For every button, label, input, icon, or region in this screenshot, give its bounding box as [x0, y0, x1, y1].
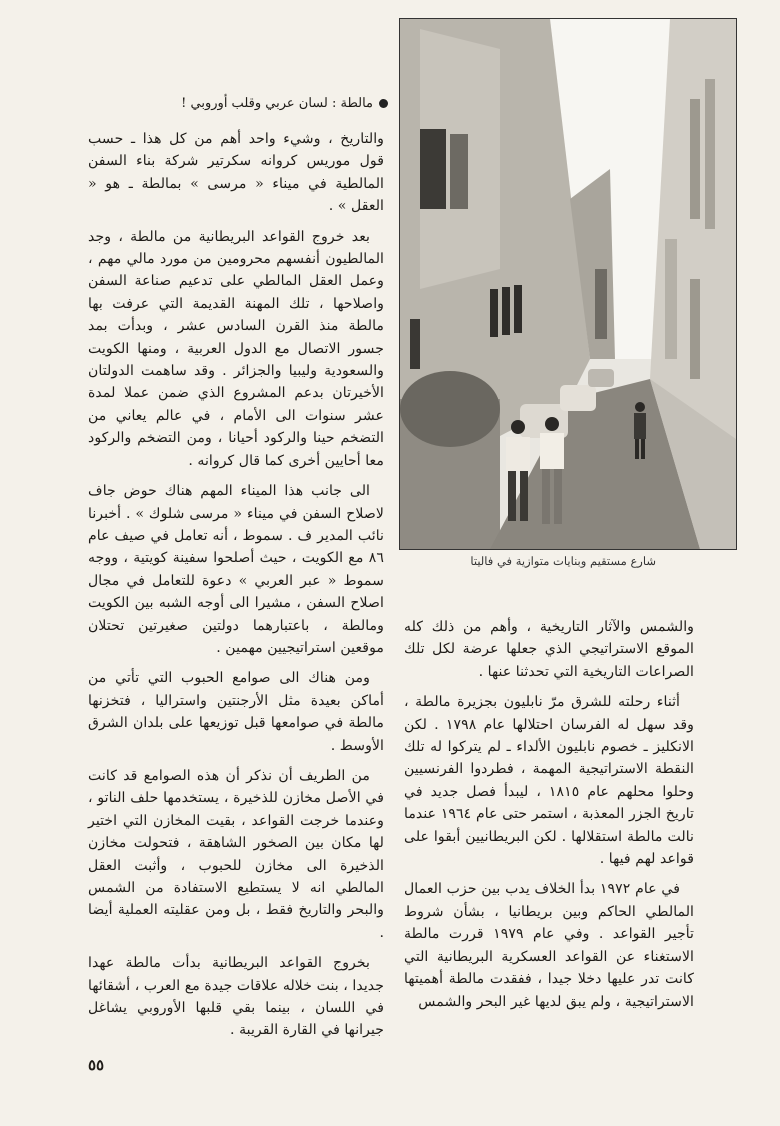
paragraph: من الطريف أن نذكر أن هذه الصوامع قد كانت في الأصل مخازن للذخيرة ، يستخدمها حلف الناتو ، وعندما خرجت القواعد ، بقيت المخازن التي اختير لها مكان بين الصخور الشاهقة ، فتحولت مخازن الذخيرة الى مخازن للحبوب ، وأثبت العقل المالطي انه لا يستطيع الاستفادة من الشمس والبحر والتاريخ فقط ، بل ومن عقليته العملية أيضا . — [88, 767, 384, 941]
paragraph: والشمس والآثار التاريخية ، وأهم من ذلك كله الموقع الاستراتيجي الذي جعلها عرضة لكل تلك الصراعات التاريخية التي تحدثنا عنها . — [404, 619, 694, 680]
paragraph: الى جانب هذا الميناء المهم هناك حوض جاف لاصلاح السفن في ميناء « مرسى شلوك » . أخبرنا نائب المدير ف . سموط ، أنه تعامل في صيف عام ٨٦ مع الكويت ، حيث أصلحوا سفينة كويتية ، ووجه سموط « عبر العربي » دعوة للتعامل في مجال اصلاح السفن ، مشيرا الى أوجه الشبه بين الكويت ومالطة ، باعتبارهما دولتين صغيرتين تحتلان موقعين استراتيجيين مهمين . — [88, 483, 384, 656]
street-photo — [399, 18, 737, 550]
running-header — [181, 96, 388, 111]
right-text-column — [404, 616, 694, 1021]
paragraph: والتاريخ ، وشيء واحد أهم من كل هذا ـ حسب قول موريس كروانه سكرتير شركة بناء السفن المالطية في ميناء « مرسى » بمالطة ـ هو « العقل » . — [88, 131, 384, 215]
paragraph: ومن هناك الى صوامع الحبوب التي تأتي من أماكن بعيدة مثل الأرجنتين واستراليا ، فتخزنها مالطة في صوامعها قبل توزيعها على بلدان الشرق الأوسط . — [88, 670, 384, 754]
photo-caption: شارع مستقيم وبنايات متوازية في فاليتا — [470, 554, 656, 568]
bullet-icon — [379, 99, 388, 108]
paragraph: بعد خروج القواعد البريطانية من مالطة ، وجد المالطيون أنفسهم محرومين من مورد مالي مهم ، وعمل العقل المالطي على تدعيم صناعة السفن واصلاحها ، تلك المهنة القديمة التي عرفت بها مالطة منذ القرن السادس عشر ، وبدأت بمد جسور الاتصال مع الدول العربية ، ومنها الكويت والسعودية وليبيا والجزائر . وقد ساهمت الدولتان الأخيرتان بدعم المشروع الذي ضمن عملا لمدة عشر سنوات الى الأمام ، في عالم يعاني من التضخم حينا والركود أحيانا ، ومن التضخم والركود معا أحايين أخرى كما قال كروانه . — [88, 228, 384, 469]
paragraph: أثناء رحلته للشرق مرّ نابليون بجزيرة مالطة ، وقد سهل له الفرسان احتلالها عام ١٧٩٨ . لكن الانكليز ـ خصوم نابليون الألداء ـ لم يتركوا له تلك النقطة الاستراتيجية المهمة ، فطردوا الفرنسيين وحلوا محلهم عام ١٨١٥ ، ليبدأ فصل جديد في تاريخ الجزر المعذبة ، استمر حتى عام ١٩٦٤ عندما نالت مالطة استقلالها . لكن البريطانيين أبقوا على قواعد لهم فيها . — [404, 694, 694, 868]
page-number: ٥٥ — [88, 1056, 105, 1074]
paragraph: في عام ١٩٧٢ بدأ الخلاف يدب بين حزب العمال المالطي الحاكم وبين بريطانيا ، بشأن شروط تأجير القواعد . وفي عام ١٩٧٩ قررت مالطة الاستغناء عن القواعد العسكرية البريطانية التي كانت تدر عليها دخلا جيدا ، ففقدت مالطة أهميتها الاستراتيجية ، ولم يبق لديها غير البحر والشمس — [404, 881, 694, 1010]
street-scene-illustration — [400, 19, 736, 549]
header-title: مالطة : لسان عربي وقلب أوروبي ! — [181, 96, 373, 111]
left-text-column — [88, 128, 384, 1050]
paragraph: بخروج القواعد البريطانية بدأت مالطة عهدا جديدا ، بنت خلاله علاقات جيدة مع العرب ، أشقائها في اللسان ، بينما بقي قلبها الأوروبي يشاغل جيرانها في القارة القريبة . — [88, 955, 384, 1039]
